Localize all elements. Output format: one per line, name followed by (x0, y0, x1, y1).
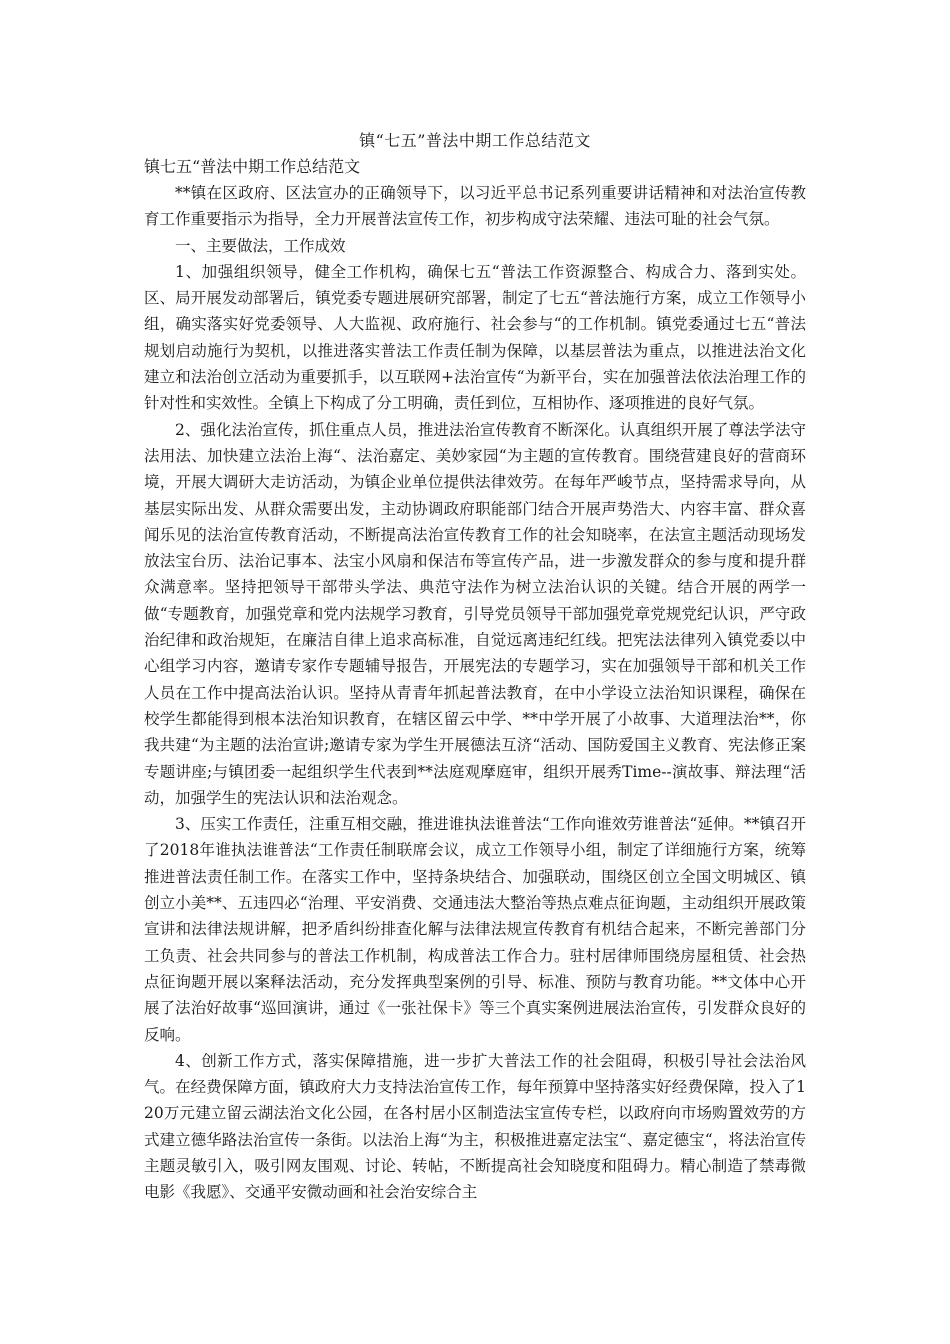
document-title: 镇“七五”普法中期工作总结范文 (359, 131, 591, 150)
document-subtitle: 镇七五“普法中期工作总结范文 (144, 157, 361, 176)
document-page (144, 128, 806, 1206)
paragraph-2: 2、强化法治宣传，抓住重点人员，推进法治宣传教育不断深化。认真组织开展了尊法学法守法用法、加快建立法治上海“、法治嘉定、美妙家园“为主题的宣传教育。围绕营建良好的营商环境，开展大调研大走访活动，为镇企业单位提供法律效劳。在每年严峻节点，坚持需求导向，从基层实际出发、从群众需要出发，主动协调政府职能部门结合开展声势浩大、内容丰富、群众喜闻乐见的法治宣传教育活动，不断提高法治宣传教育工作的社会知晓率，在法宣主题活动现场发放法宝台历、法治记事本、法宝小风扇和保洁布等宣传产品，进一步激发群众的参与度和提升群众满意率。坚持把领导干部带头学法、典范守法作为树立法治认识的关键。结合开展的两学一做“专题教育，加强党章和党内法规学习教育，引导党员领导干部加强党章党规党纪认识，严守政治纪律和政治规矩，在廉洁自律上追求高标准，自觉远离违纪红线。把宪法法律列入镇党委以中心组学习内容，邀请专家作专题辅导报告，开展宪法的专题学习，实在加强领导干部和机关工作人员在工作中提高法治认识。坚持从青青年抓起普法教育，在中小学设立法治知识课程，确保在校学生都能得到根本法治知识教育，在辖区留云中学、**中学开展了小故事、大道理法治**，你我共建“为主题的法治宣讲;邀请专家为学生开展德法互济“活动、国防爱国主义教育、宪法修正案专题讲座;与镇团委一起组织学生代表到**法庭观摩庭审，组织开展秀Time--演故事、辩法理“活动，加强学生的宪法认识和法治观念。 (144, 420, 806, 807)
paragraph-4: 4、创新工作方式，落实保障措施，进一步扩大普法工作的社会阻碍，积极引导社会法治风气。在经费保障方面，镇政府大力支持法治宣传工作，每年预算中坚持落实好经费保障，投入了120万元建立留云湖法治文化公园，在各村居小区制造法宝宣传专栏，以政府向市场购置效劳的方式建立德华路法治宣传一条街。以法治上海“为主，积极推进嘉定法宝“、嘉定德宝“，将法治宣传主题灵敏引入，吸引网友围观、讨论、转帖，不断提高社会知晓度和阻碍力。精心制造了禁毒微电影《我愿》、交通平安微动画和社会治安综合主 (144, 1051, 806, 1202)
section-heading: 一、主要做法，工作成效 (175, 236, 346, 255)
paragraph-3: 3、压实工作责任，注重互相交融，推进谁执法谁普法“工作向谁效劳谁普法“延伸。**镇召开了2018年谁执法谁普法“工作责任制联席会议，成立工作领导小组，制定了详细施行方案，统筹推进普法责任制工作。在落实工作中，坚持条块结合、加强联动，围绕区创立全国文明城区、镇创立小美**、五违四必“治理、平安消费、交通违法大整治等热点难点征询题，主动组织开展政策宣讲和法律法规讲解，把矛盾纠纷排查化解与法律法规宣传教育有机结合起来，不断完善部门分工负责、社会共同参与的普法工作机制，构成普法工作合力。驻村居律师围绕房屋租赁、社会热点征询题开展以案释法活动，充分发挥典型案例的引导、标准、预防与教育功能。**文体中心开展了法治好故事“巡回演讲，通过《一张社保卡》等三个真实案例进展法治宣传，引发群众良好的反响。 (144, 815, 806, 1044)
paragraph-1: 1、加强组织领导，健全工作机构，确保七五“普法工作资源整合、构成合力、落到实处。区、局开展发动部署后，镇党委专题进展研究部署，制定了七五“普法施行方案，成立工作领导小组，确实落实好党委领导、人大监视、政府施行、社会参与“的工作机制。镇党委通过七五“普法规划启动施行为契机，以推进落实普法工作责任制为保障，以基层普法为重点，以推进法治文化建立和法治创立活动为重要抓手，以互联网+法治宣传“为新平台，实在加强普法依法治理工作的针对性和实效性。全镇上下构成了分工明确，责任到位，互相协作、逐项推进的良好气氛。 (144, 262, 806, 413)
paragraph-intro: **镇在区政府、区法宣办的正确领导下，以习近平总书记系列重要讲话精神和对法治宣传教育工作重要指示为指导，全力开展普法宣传工作，初步构成守法荣耀、违法可耻的社会气氛。 (144, 184, 806, 229)
